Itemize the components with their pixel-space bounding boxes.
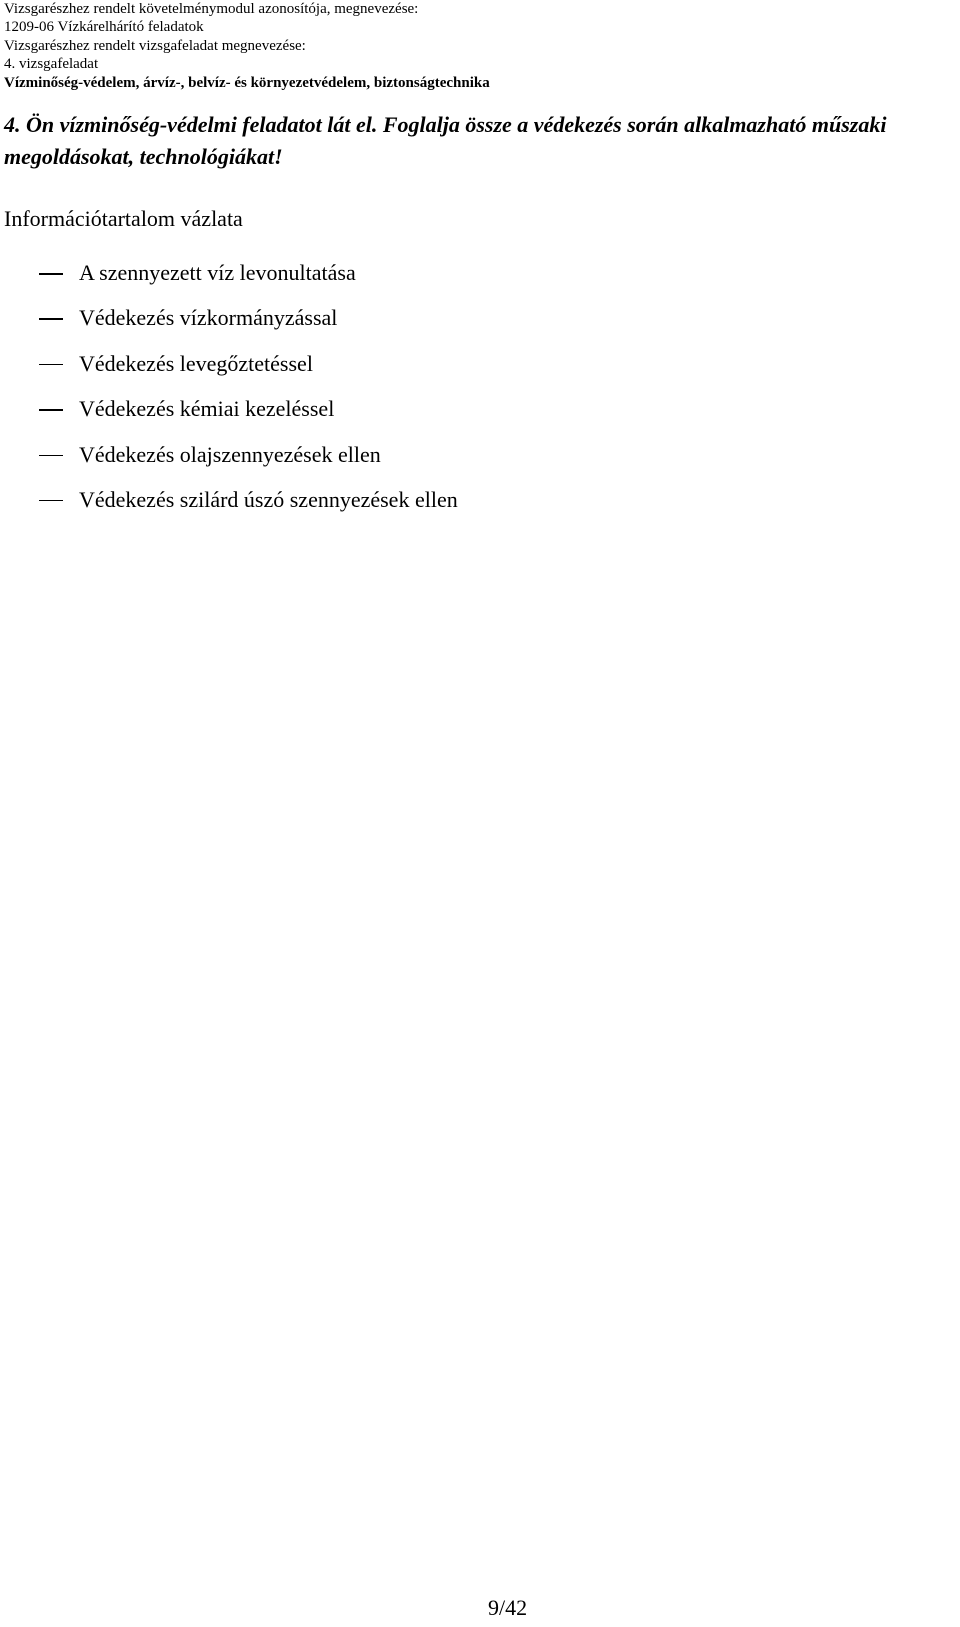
header-task-label: Vizsgarészhez rendelt vizsgafeladat megnevezése: bbox=[4, 38, 306, 54]
page-number: 9/42 bbox=[488, 1595, 528, 1620]
dash-bullet-icon bbox=[39, 364, 63, 366]
outline-item-text: Védekezés olajszennyezések ellen bbox=[79, 441, 381, 467]
dash-bullet-icon bbox=[39, 318, 63, 320]
dash-bullet-icon bbox=[39, 273, 63, 275]
outline-item-text: Védekezés szilárd úszó szennyezések ellen bbox=[79, 486, 458, 512]
outline-item-text: Védekezés kémiai kezeléssel bbox=[79, 396, 335, 422]
header-module-label: Vizsgarészhez rendelt követelménymodul azonosítója, megnevezése: bbox=[4, 1, 419, 17]
header-module-name: 1209-06 Vízkárelhárító feladatok bbox=[4, 19, 204, 35]
outline-item-text: A szennyezett víz levonultatása bbox=[79, 260, 356, 285]
outline-title: Információtartalom vázlata bbox=[4, 206, 243, 231]
dash-bullet-icon bbox=[39, 500, 63, 502]
header-task-number: 4. vizsgafeladat bbox=[4, 56, 99, 72]
outline-item-text: Védekezés vízkormányzással bbox=[79, 305, 338, 331]
header-task-name: Vízminőség-védelem, árvíz-, belvíz- és környezetvédelem, biztonságtechnika bbox=[4, 75, 490, 91]
dash-bullet-icon bbox=[39, 409, 63, 411]
question-text: 4. Ön vízminőség-védelmi feladatot lát el. Foglalja össze a védekezés során alkalmazható műszaki megoldásokat, technológiákat! bbox=[4, 112, 887, 169]
outline-item-text: Védekezés levegőztetéssel bbox=[79, 350, 313, 376]
dash-bullet-icon bbox=[39, 455, 63, 457]
